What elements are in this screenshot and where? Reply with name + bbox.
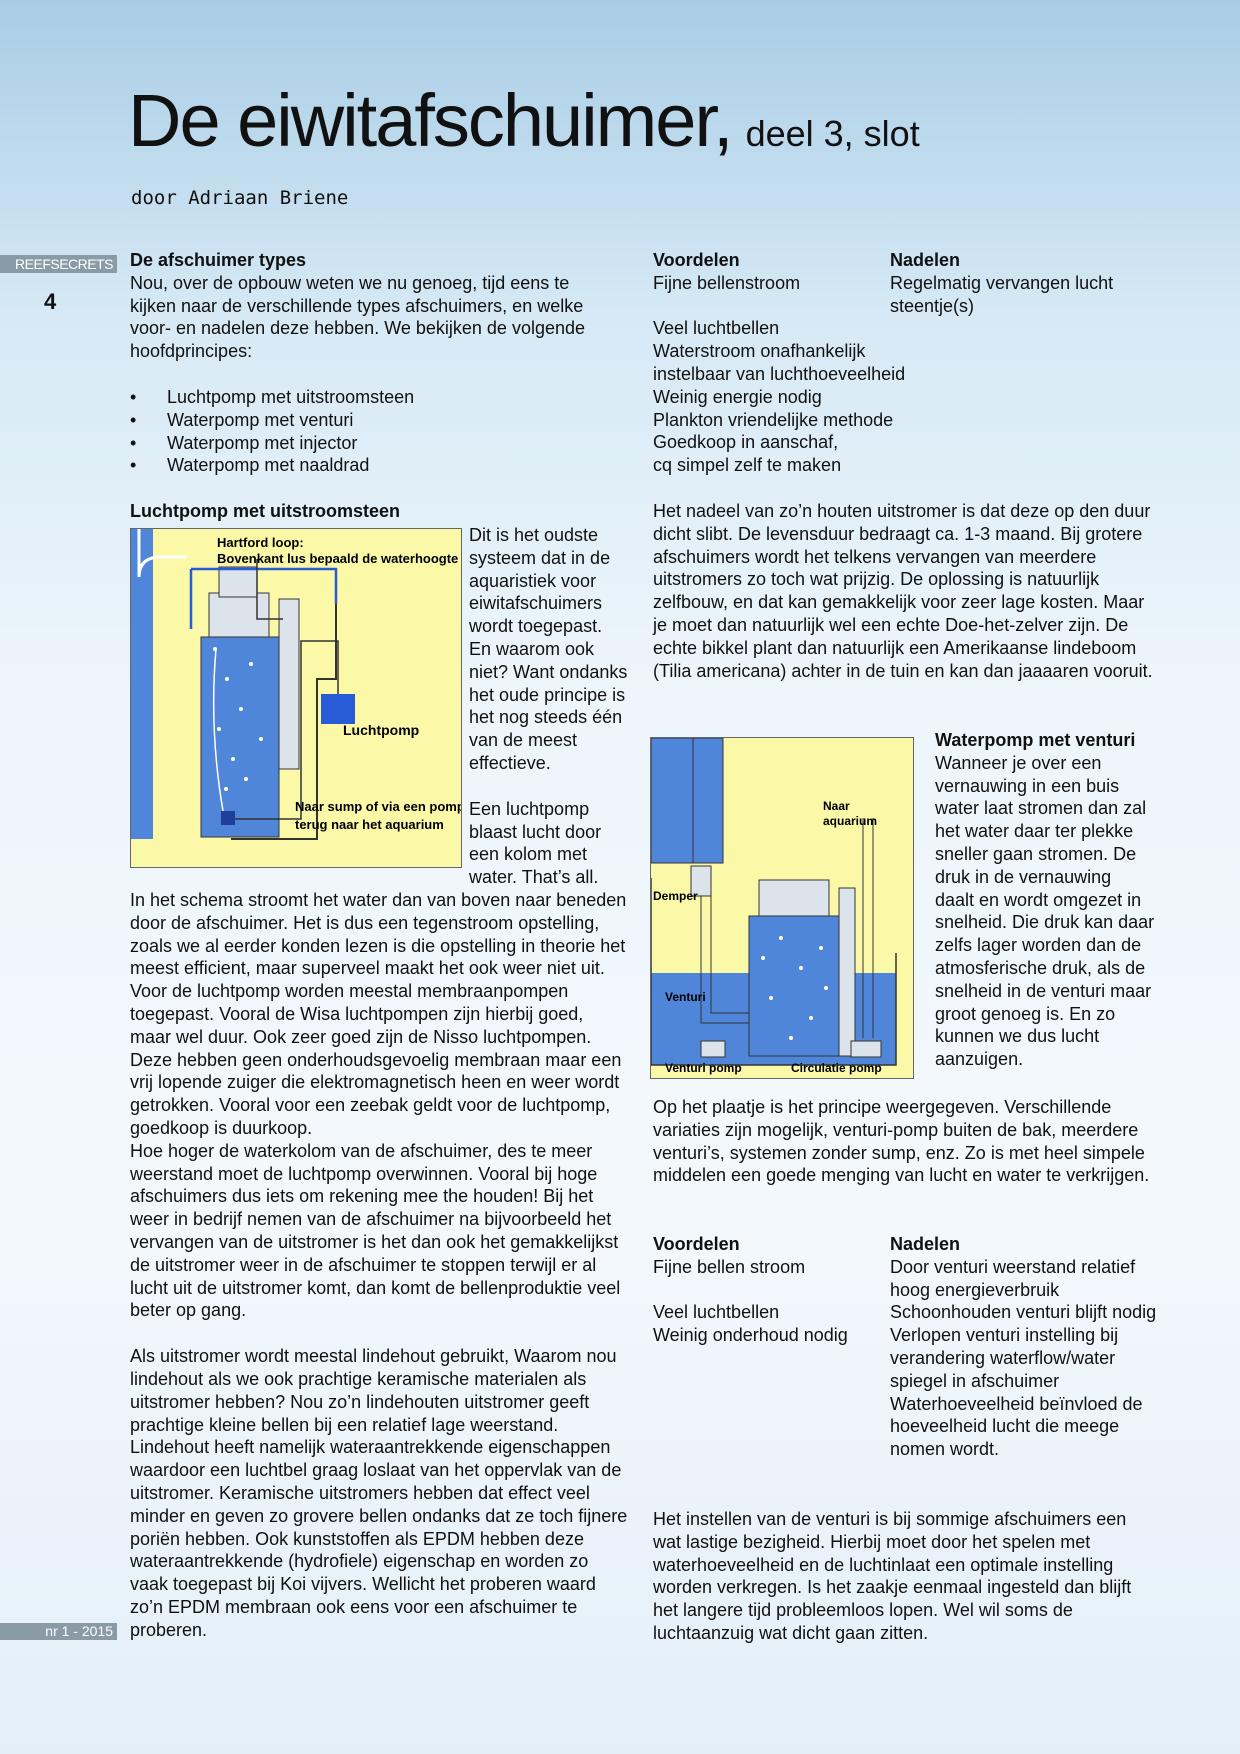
cell-pro: [653, 1393, 890, 1461]
label-venturi-pump: Venturi pomp: [665, 1061, 742, 1075]
page-number: 4: [44, 289, 57, 314]
venturi-diagram: [650, 737, 914, 1079]
pros-cons-table-1: [653, 249, 1153, 477]
cell-pro: Weinig onderhoud nodig: [653, 1325, 848, 1346]
cell-pro: cq simpel zelf te maken: [653, 455, 842, 476]
air-body-paragraph-4: Als uitstromer wordt meestal lindehout gebruikt, Waarom nou lindehout als we ook prachtige keramische materialen als uitstromer hebben? Nou zo’n lindehouten uitstromer geeft prachtige kleine bellen bij een relatief lage weerstand. Lindehout heeft namelijk wateraantrekkende eigenschappen waardoor een luchtbel graag loslaat van het oppervlak van de uitstromer. Keramische uitstromers hebben dat effect veel minder en geven zo grovere bellen ondanks dat ze toch fijnere poriën hebben. Ook kunststoffen als EPDM hebben deze wateraantrekkende (hydrofiele) eigenschap en worden zo vaak toegepast bij Koi vijvers. Wellicht het proberen waard zo’n EPDM membraan ook eens voor een afschuimer te proberen.: [130, 1346, 628, 1640]
cell-pro: Goedkoop in aanschaf,: [653, 432, 839, 453]
reaction-tube: [201, 637, 279, 837]
cell-pro: Fijne bellenstroom: [653, 272, 801, 293]
issue-label: nr 1 - 2015: [0, 1623, 117, 1640]
air-side-text: [469, 524, 629, 889]
return-tube: [279, 599, 299, 769]
label-sump-2: terug naar het aquarium: [295, 817, 444, 832]
label-sump-1: Naar sump of via een pomp: [295, 799, 461, 814]
airpump-diagram-svg: [131, 529, 461, 867]
wood-paragraph: Het nadeel van zo’n houten uitstromer is dat deze op den duur dicht slibt. De levensduur bedraagt ca. 1-3 maand. Bij grotere afschuimers wordt het telkens vervangen van meerdere uitstromers zo toch wat prijzig. De oplossing is natuurlijk zelfbouw, en dat kan gemakkelijk voor zeer lage kosten. Maar je moet dan natuurlijk wel een echte Doe-het-zelver zijn. De echte bikkel plant dan natuurlijk een Amerikaanse lindeboom (Tilia americana) achter in de tuin en kan dan jaaaaren vooruit.: [653, 501, 1153, 681]
list-item: • Waterpomp met injector: [130, 432, 620, 455]
table-row: [653, 272, 1153, 318]
aquarium-tank: [651, 738, 723, 863]
list-item: • Luchtpomp met uitstroomsteen: [130, 386, 620, 409]
venturi-diagram-svg: [651, 738, 913, 1078]
label-airpump: Luchtpomp: [343, 722, 420, 738]
cup-top: [219, 567, 257, 597]
air-body-paragraph-3: Hoe hoger de waterkolom van de afschuimer, des te meer weerstand moet de luchtpomp overwinnen. Vooral bij hoge afschuimers dus iets om rekening mee the houden! Bij het weer in bedrijf nemen van de afschuimer na bijvoorbeeld het vervangen van de uitstromer is het dan ook het gemakkelijkst de uitstromer weer in de afschuimer te stoppen terwijl er al lucht uit de uitstromer komt, dan komt de bellenproduktie veel beter op gang.: [130, 1140, 621, 1321]
table-row: [653, 409, 1153, 432]
intro-paragraph: Nou, over de opbouw weten we nu genoeg, tijd eens te kijken naar de verschillende types afschuimers, en welke voor- en nadelen deze hebben. We bekijken de volgende hoofdprincipes:: [130, 272, 586, 362]
table-row: [653, 1301, 1158, 1324]
table-row: [653, 317, 1153, 340]
intro-block: [130, 249, 620, 477]
reaction-chamber: [749, 916, 839, 1056]
table-header: [653, 249, 1153, 272]
cell-pro: Plankton vriendelijke methode: [653, 409, 894, 430]
collection-cup: [759, 880, 829, 916]
venturi-pump: [701, 1041, 725, 1057]
pros-cons-table-2: [653, 1233, 1158, 1461]
list-item: • Waterpomp met naaldrad: [130, 454, 620, 477]
air-body-paragraph-1: In het schema stroomt het water dan van boven naar beneden door de afschuimer. Het is dus een tegenstroom opstelling, zoals we al eerder konden lezen is die opstelling in theorie het meest efficient, maar superveel maakt het ook weer niet uit.: [130, 890, 627, 979]
label-loop-height: Bovenkant lus bepaald de waterhoogte: [217, 551, 459, 566]
header-cons: Nadelen: [890, 1234, 961, 1254]
cell-pro: Veel luchtbellen: [653, 318, 780, 339]
air-body: [130, 889, 628, 1642]
table-row: [653, 431, 1153, 454]
cell-pro: Fijne bellen stroom: [653, 1256, 806, 1277]
aquarium-wall: [131, 529, 153, 839]
table-row: [653, 1256, 1158, 1302]
table-row: [653, 1393, 1158, 1461]
cell-pro: Veel luchtbellen: [653, 1302, 780, 1323]
cell-con: Regelmatig vervangen lucht steentje(s): [890, 272, 1114, 316]
article-title: [128, 78, 920, 163]
title-subtitle: deel 3, slot: [745, 113, 920, 154]
table-row: [653, 386, 1153, 409]
cell-con: Verlopen venturi instelling bij verandering waterflow/water spiegel in afschuimer: [890, 1325, 1119, 1391]
cell-con: Waterhoeveelheid beïnvloed de hoeveelheid lucht die meege nomen wordt.: [890, 1393, 1143, 1460]
collection-cup: [209, 593, 269, 639]
types-heading: De afschuimer types: [130, 250, 307, 270]
venturi-side-paragraph: Wanneer je over een vernauwing in een buis water laat stromen dan zal het water daar ter plekke sneller gaan stromen. De druk in de vernauwing daalt en wordt omgezet in snelheid. Die druk kan daar zelfs lager worden dan de atmosferische druk, als de snelheid in de venturi maar groot genoeg is. En zo kunnen we dus lucht aanzuigen.: [935, 752, 1155, 1070]
table-header: [653, 1233, 1158, 1256]
cell-con: Door venturi weerstand relatief hoog energieverbruik: [890, 1256, 1136, 1300]
label-hartford: Hartford loop:: [217, 535, 304, 550]
cell-con: Schoonhouden venturi blijft nodig: [890, 1302, 1157, 1323]
list-item: • Waterpomp met venturi: [130, 409, 620, 432]
venturi-side-text: [935, 729, 1155, 1071]
final-paragraph: Het instellen van de venturi is bij sommige afschuimers een wat lastige bezigheid. Hierbij moet door het spelen met waterhoeveelheid en de luchtinlaat een optimale instelling worden verkregen. Is het zaakje eenmaal ingesteld dan blijft het langere tijd probleemloos lopen. Wel wil soms de luchtaanzuig wat dicht gaan zitten.: [653, 1509, 1132, 1643]
airpump-diagram: [130, 528, 462, 868]
air-side-paragraph-1: Dit is het oudste systeem dat in de aquaristiek voor eiwitafschuimers wordt toegepast. En waarom ook niet? Want ondanks het oude principe is het nog steeds één van de meest effectieve.: [469, 525, 628, 773]
title-main: De eiwitafschuimer,: [128, 79, 732, 162]
air-body-paragraph-2: Voor de luchtpomp worden meestal membraanpompen toegepast. Vooral de Wisa luchtpompen zijn hierbij goed, maar wel duur. Ook zeer goed zijn de Nisso luchtpompen. Deze hebben geen onderhoudsgevoelig membraan maar een vrij lopende zuiger die elektromagnetisch heen en weer wordt getrokken. Vooral voor een zeebak geldt voor de luchtpomp, goedkoop is duurkoop.: [130, 981, 622, 1138]
airstone: [221, 811, 235, 825]
circulation-pump: [851, 1041, 881, 1057]
label-demper: Demper: [653, 889, 698, 903]
cell-pro: Weinig energie nodig: [653, 386, 822, 407]
brand-label: REEFSECRETS: [0, 255, 117, 273]
table-row: [653, 340, 1153, 386]
header-pros: Voordelen: [653, 1234, 740, 1254]
air-pump: [321, 694, 355, 724]
table-row: [653, 454, 1153, 477]
label-venturi: Venturi: [665, 990, 706, 1004]
header-cons: Nadelen: [890, 250, 961, 270]
venturi-heading: Waterpomp met venturi: [935, 730, 1136, 750]
label-aquarium: aquarium: [823, 814, 878, 828]
principles-list: [130, 386, 620, 477]
table-row: [653, 1324, 1158, 1392]
header-pros: Voordelen: [653, 250, 740, 270]
air-side-paragraph-2: Een luchtpomp blaast lucht door een kolom met water. That’s all.: [469, 798, 602, 888]
air-heading: Luchtpomp met uitstroomsteen: [130, 501, 401, 521]
label-circulation-pump: Circulatie pomp: [791, 1061, 882, 1075]
venturi-body: Op het plaatje is het principe weergegeven. Verschillende variaties zijn mogelijk, venturi-pomp buiten de bak, meerdere venturi’s, systemen zonder sump, enz. Zo is met heel simpele middelen een goede menging van lucht en water te verkrijgen.: [653, 1097, 1150, 1186]
label-naar: Naar: [823, 799, 850, 813]
cell-pro: Waterstroom onafhankelijk instelbaar van luchthoeveelheid: [653, 341, 906, 384]
author-byline: door Adriaan Briene: [131, 187, 349, 209]
return-column: [839, 888, 855, 1056]
